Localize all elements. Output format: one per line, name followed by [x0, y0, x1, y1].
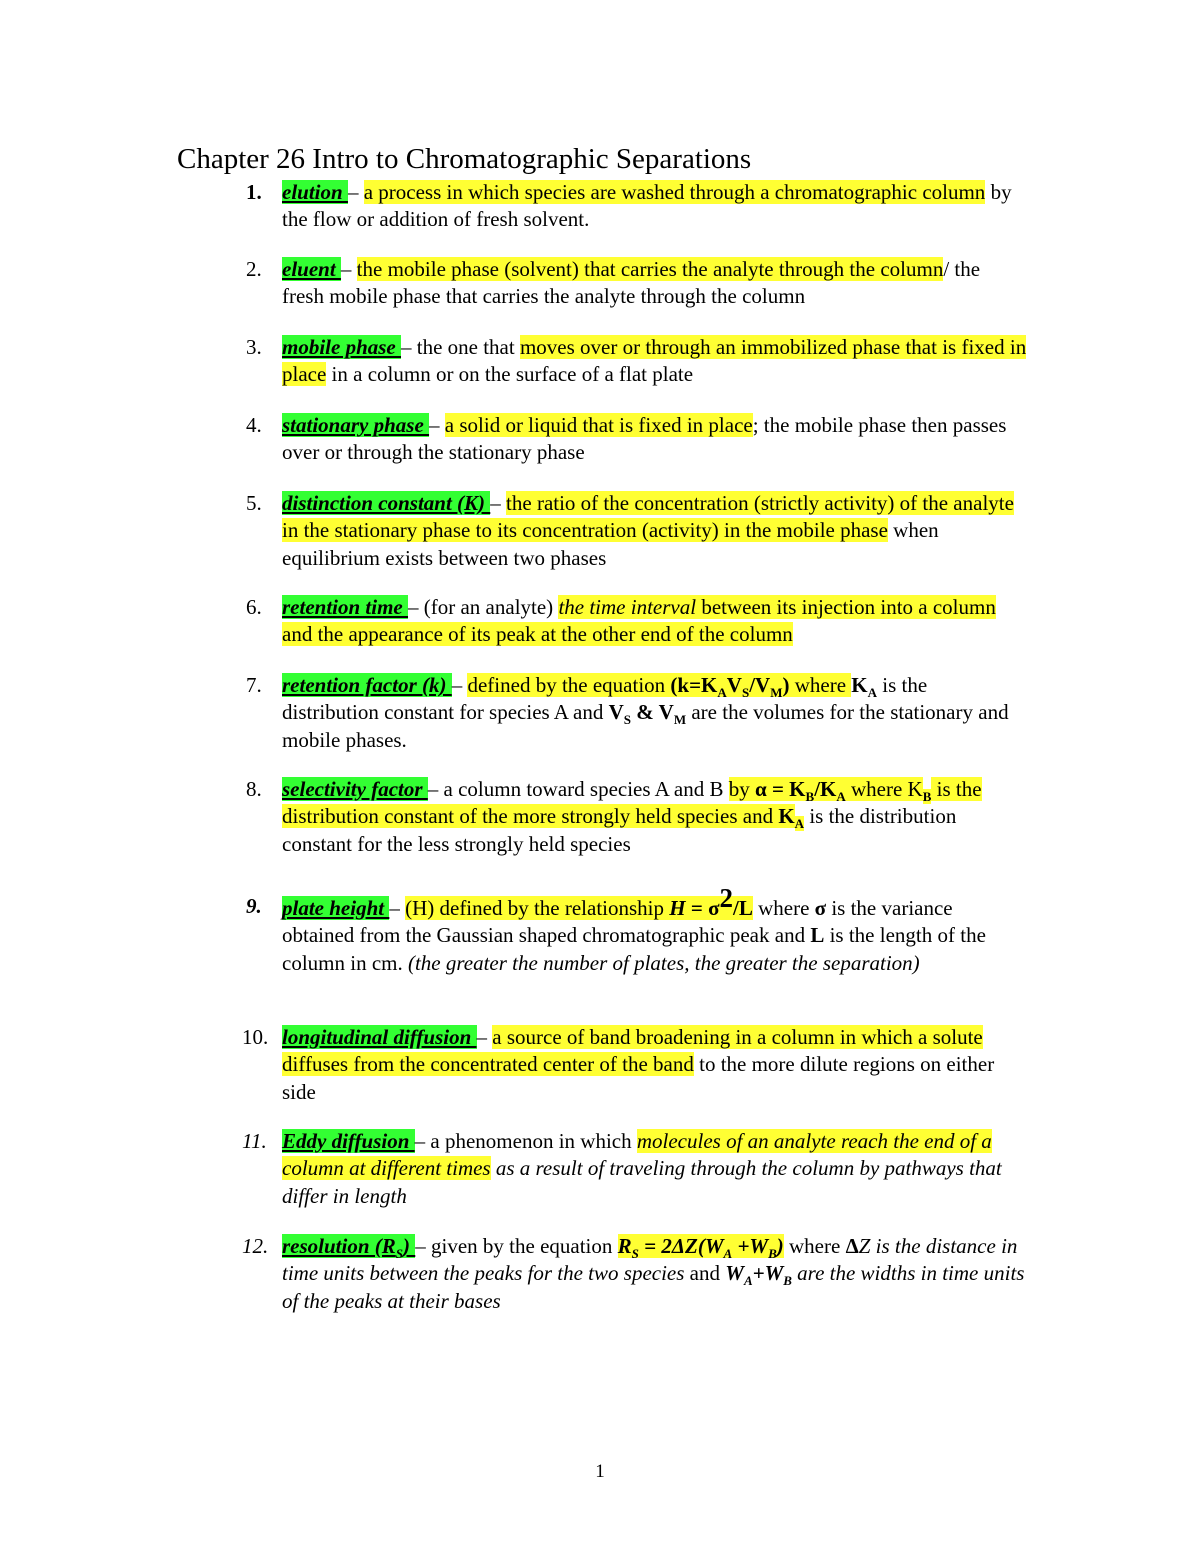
definition-item-5: 5. distinction constant (K) – the ratio of the concentration (strictly activity) of the analyte in the stationary phase to its concentration (activity) in the mobile phase when equilibrium exists between two phases — [246, 491, 1014, 570]
highlighted-definition: a process in which species are washed through a chromatographic column — [363, 180, 986, 204]
highlighted-definition: a solid or liquid that is fixed in place — [444, 413, 753, 437]
page-title: Chapter 26 Intro to Chromatographic Separations — [177, 143, 752, 175]
equation: $R_S = 2\Delta Z(W_A +W_B)$ — [617, 1234, 784, 1262]
term: resolution $(R_S)$ — [282, 1234, 416, 1262]
term: longitudinal diffusion — [282, 1025, 477, 1049]
definition-item-11: 11. Eddy diffusion – a phenomenon in which molecules of an analyte reach the end of a column at different times as a result of traveling through the column by pathways that differ in length — [242, 1129, 1002, 1208]
item-number: 8. — [246, 777, 262, 801]
definition-item-10: 10. longitudinal diffusion – a source of band broadening in a column in which a solute diffuses from the concentrated center of the band to the more dilute regions on either side — [242, 1025, 995, 1104]
item-number: 7. — [246, 673, 262, 697]
item-number: 2. — [246, 257, 262, 281]
term: mobile phase — [282, 335, 401, 359]
term: stationary phase — [282, 413, 430, 437]
item-number: 6. — [246, 595, 262, 619]
definition-item-3: 3. mobile phase – the one that moves over or through an immobilized phase that is fixed in place in a column or on the surface of a flat plate — [246, 335, 1027, 387]
item-number: 9. — [246, 894, 262, 918]
definition-item-4: 4. stationary phase – a solid or liquid that is fixed in place; the mobile phase then passes over or through the stationary phase — [246, 413, 1007, 465]
equation: $H = \sigma^2/L$ — [669, 883, 753, 920]
definition-item-1: 1. elution – a process in which species are washed through a chromatographic column by the flow or addition of fresh solvent. — [246, 180, 1012, 232]
highlighted-definition: is the distribution constant of the more strongly held species and — [282, 777, 982, 829]
definition-item-8: 8. selectivity factor – a column toward species A and B by $\alpha = K_B/K_A$ where $K_B$ is the distribution constant of the more strongly held species and $K_A$ is the distribution constant for the less strongly held species — [246, 777, 982, 856]
definition-item-6: 6. retention time – (for an analyte) the time interval between its injection into a column and the appearance of its peak at the other end of the column — [246, 595, 996, 647]
equation: $\alpha = K_B/K_A$ — [754, 777, 846, 805]
term: Eddy diffusion — [282, 1129, 415, 1153]
highlighted-definition: the ratio of the concentration (strictly activity) of the analyte in the stationary phase to its concentration (activity) in the mobile phase — [282, 491, 1014, 543]
highlighted-definition: moves over or through an immobilized phase that is fixed in place — [282, 335, 1027, 387]
term: elution — [282, 180, 348, 204]
definition-item-12: 12. resolution $(R_S)$ – given by the equation $R_S = 2\Delta Z(W_A +W_B)$ where ΔZ is the distance in time units between the peaks for the two species and $W_A+W_B$ are the widths in time units of the peaks at their bases — [242, 1234, 1025, 1313]
term: distinction constant (K) — [282, 491, 491, 515]
item-number: 12. — [242, 1234, 269, 1258]
item-number: 10. — [242, 1025, 269, 1049]
item-number: 11. — [242, 1129, 267, 1153]
definition-item-9: 9. plate height – (H) defined by the relationship $H = \sigma^2/L$ where σ is the variance obtained from the Gaussian shaped chromatographic peak and L is the length of the column in cm. (the greater the number of plates, the greater the separation) — [246, 883, 986, 975]
highlighted-definition: (H) defined by the relationship — [405, 896, 670, 920]
highlighted-definition: defined by the equation — [467, 673, 671, 697]
term: eluent — [282, 257, 341, 281]
equation: $(k=K_AV_S/V_M)$ — [670, 673, 790, 701]
highlighted-definition: a source of band broadening in a column in which a solute diffuses from the concentrated center of the band — [282, 1025, 983, 1077]
term: retention factor (k) — [282, 673, 452, 697]
item-number: 1. — [246, 180, 262, 204]
item-number: 4. — [246, 413, 262, 437]
item-number: 5. — [246, 491, 262, 515]
highlighted-definition: the mobile phase (solvent) that carries the analyte through the column — [356, 257, 944, 281]
page-number: 1 — [595, 1461, 605, 1482]
highlighted-definition: molecules of an analyte reach the end of a column at different times — [282, 1129, 992, 1181]
definition-item-2: 2. eluent – the mobile phase (solvent) that carries the analyte through the column/ the fresh mobile phase that carries the analyte through the column — [246, 257, 981, 309]
term: selectivity factor — [282, 777, 428, 801]
item-number: 3. — [246, 335, 262, 359]
term: plate height — [282, 896, 390, 920]
term: retention time — [282, 595, 408, 619]
highlighted-definition: the time interval — [558, 595, 697, 619]
definition-item-7: 7. retention factor (k) – defined by the equation $(k=K_AV_S/V_M)$ where $K_A$ is the distribution constant for species A and $V_S$ & $V_M$ are the volumes for the stationary and mobile phases. — [246, 673, 1009, 752]
